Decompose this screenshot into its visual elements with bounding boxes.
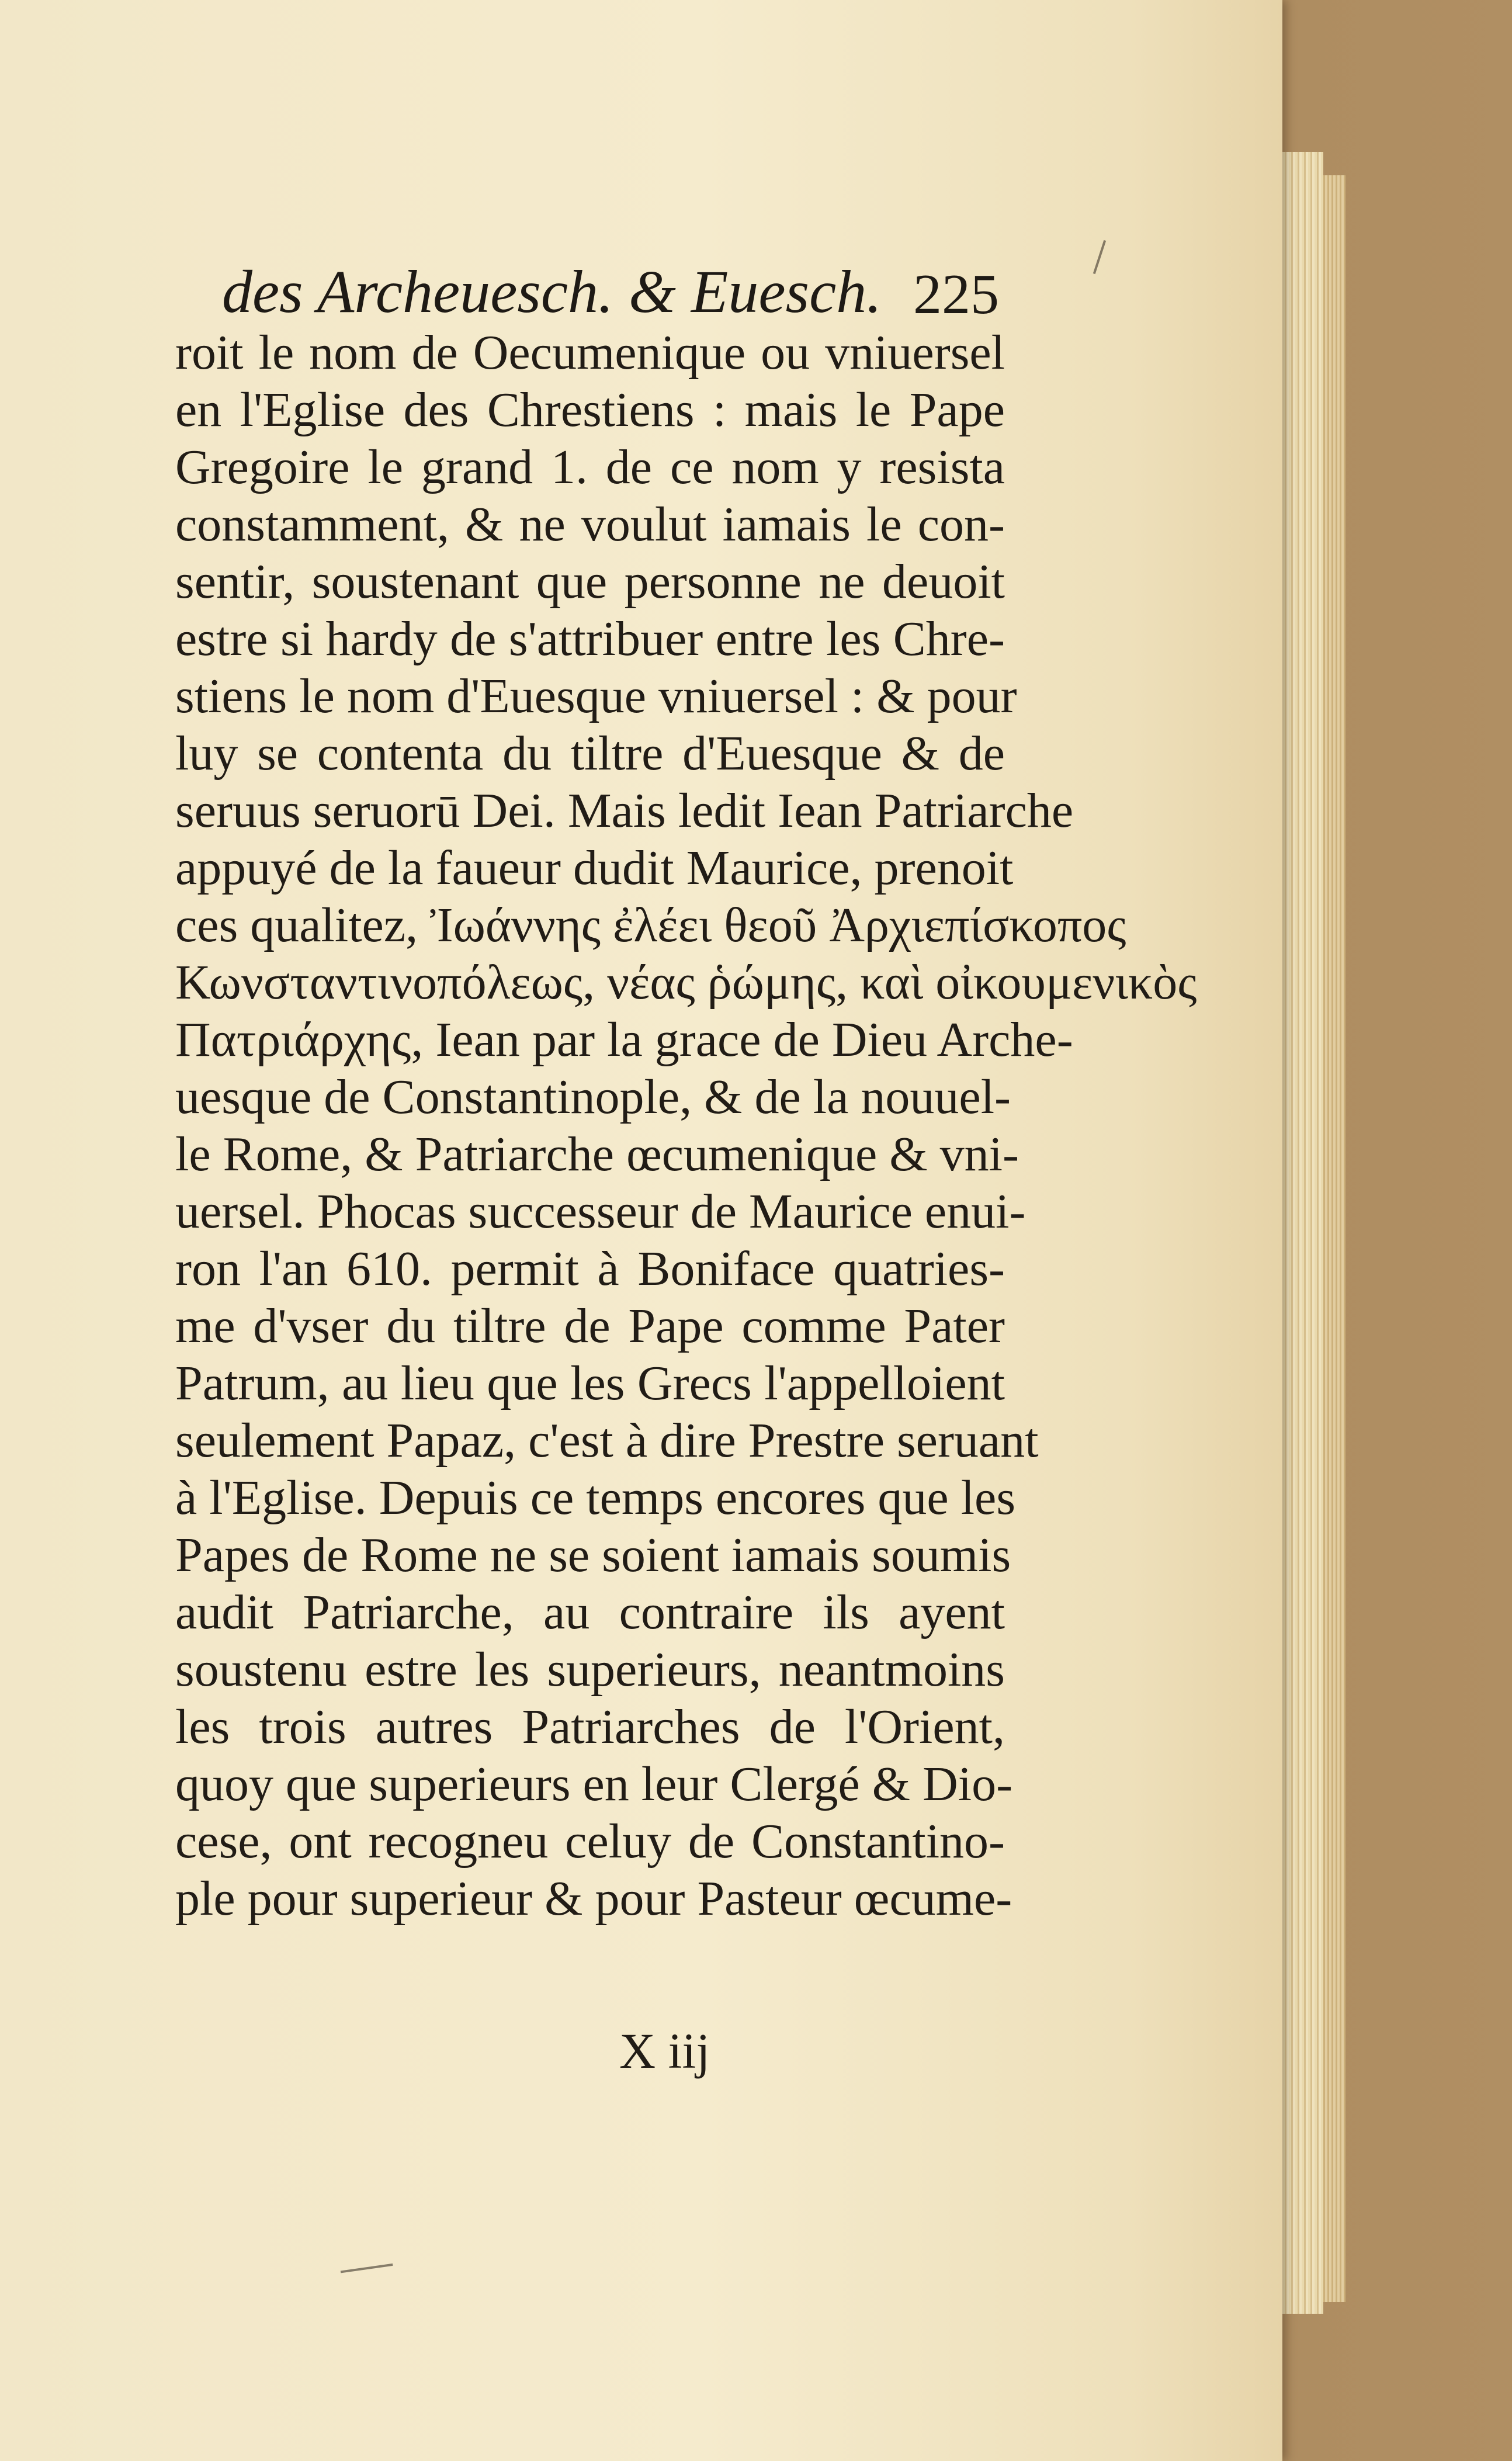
text-line: uesque de Constantinople, & de la nouuel- xyxy=(175,1070,1011,1124)
text-line: les trois autres Patriarches de l'Orient, xyxy=(175,1700,1005,1754)
text-line: le Rome, & Patriarche œcumenique & vni- xyxy=(175,1127,1019,1181)
text-line: soustenu estre les superieurs, neantmoins xyxy=(175,1642,1005,1697)
text-line: sentir, soustenant que personne ne deuoit xyxy=(175,554,1005,609)
text-line: roit le nom de Oecumenique ou vniuersel xyxy=(175,325,1005,380)
text-line: estre si hardy de s'attribuer entre les Chre- xyxy=(175,612,1005,666)
ink-mark xyxy=(1093,240,1106,274)
text-line: Patrum, au lieu que les Grecs l'appelloient xyxy=(175,1356,1005,1410)
ink-mark xyxy=(341,2264,396,2293)
page-number: 225 xyxy=(913,263,999,326)
text-line: uersel. Phocas successeur de Maurice enui- xyxy=(175,1184,1026,1239)
text-line: appuyé de la faueur dudit Maurice, prenoit xyxy=(175,841,1014,895)
page-edges-shadow xyxy=(1323,175,1345,2302)
text-line: ces qualitez, Ἰωάννης ἐλέει θεοῦ Ἀρχιεπίσκοπος xyxy=(175,898,1126,952)
text-line: me d'vser du tiltre de Pape comme Pater xyxy=(175,1299,1005,1353)
text-line: ron l'an 610. permit à Boniface quatries- xyxy=(175,1242,1005,1296)
text-line: ple pour superieur & pour Pasteur œcume- xyxy=(175,1871,1012,1926)
page-edges xyxy=(1282,152,1323,2314)
body-text xyxy=(175,324,1197,1928)
text-line: Κωνσταντινοπόλεως, νέας ῥώμης, καὶ οἰκουμενικὸς xyxy=(175,955,1197,1010)
text-line: Πατριάρχης, Iean par la grace de Dieu Arche- xyxy=(175,1013,1073,1067)
text-line: luy se contenta du tiltre d'Euesque & de xyxy=(175,726,1005,781)
text-line: constamment, & ne voulut iamais le con- xyxy=(175,497,1005,552)
text-line: seulement Papaz, c'est à dire Prestre seruant xyxy=(175,1413,1039,1468)
text-line: Papes de Rome ne se soient iamais soumis xyxy=(175,1528,1011,1582)
text-line: quoy que superieurs en leur Clergé & Dio- xyxy=(175,1757,1013,1811)
text-line: cese, ont recogneu celuy de Constantino- xyxy=(175,1814,1005,1869)
signature-mark: X iij xyxy=(619,2023,710,2079)
text-line: en l'Eglise des Chrestiens : mais le Pape xyxy=(175,383,1005,437)
text-line: stiens le nom d'Euesque vniuersel : & pour xyxy=(175,669,1017,723)
running-title: des Archeuesch. & Euesch. xyxy=(222,258,882,325)
text-line: Gregoire le grand 1. de ce nom y resista xyxy=(175,440,1005,494)
text-line: seruus seruorū Dei. Mais ledit Iean Patriarche xyxy=(175,784,1074,838)
text-line: à l'Eglise. Depuis ce temps encores que les xyxy=(175,1471,1016,1525)
text-line: audit Patriarche, au contraire ils ayent xyxy=(175,1585,1005,1639)
